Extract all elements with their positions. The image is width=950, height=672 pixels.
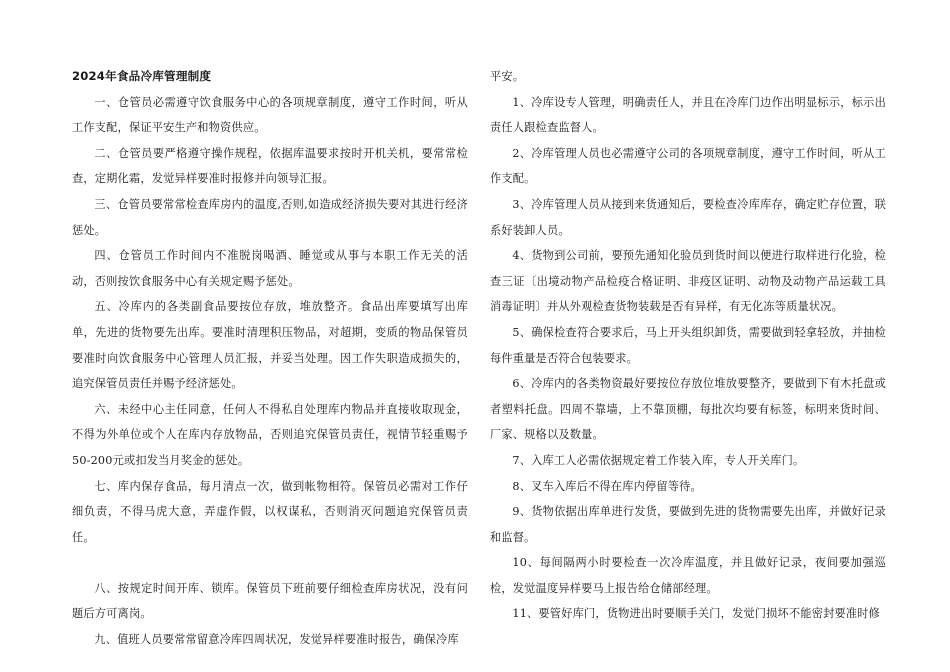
numbered-paragraph: 3、冷库管理人员从接到来货通知后，要检查冷库库存，确定贮存位置，联系好装卸人员。 (490, 197, 886, 237)
numbered-paragraph: 6、冷库内的各类物资最好要按位存放位堆放要整齐，要做到下有木托盘或者塑料托盘。四周不靠墙，上不靠顶棚，每批次均要有标签，标明来货时间、厂家、规格以及数量。 (490, 377, 886, 442)
rule-paragraph: 八、按规定时间开库、锁库。保管员下班前要仔细检查库房状况，没有问题后方可离岗。 (72, 581, 468, 621)
document-title: 2024年食品冷库管理制度 (72, 69, 212, 83)
numbered-paragraph: 5、确保检查符合要求后，马上开头组织卸货，需要做到轻拿轻放，并抽检每件重量是否符合包装要求。 (490, 325, 886, 365)
rule-paragraph: 一、仓管员必需遵守饮食服务中心的各项规章制度，遵守工作时间，听从工作支配，保证平安生产和物资供应。 (72, 95, 468, 135)
numbered-paragraph: 10、每间隔两小时要检查一次冷库温度，并且做好记录，夜间要加强巡检，发觉温度异样要马上报告给仓储部经理。 (490, 556, 886, 595)
rule-paragraph: 五、冷库内的各类副食品要按位存放，堆放整齐。食品出库要填写出库单，先进的货物要先出库。要准时清理积压物品，对超期，变质的物品保管员要准时向饮食服务中心管理人员汇报，并妥当处理。因工作失职造成损失的，追究保管员责任并赐予经济惩处。 (72, 300, 468, 391)
numbered-paragraph: 8、叉车入库后不得在库内停留等待。 (512, 479, 702, 493)
numbered-paragraph: 9、货物依据出库单进行发货，要做到先进的货物需要先出库，并做好记录和监督。 (490, 505, 886, 544)
rule-paragraph: 六、未经中心主任同意，任何人不得私自处理库内物品并直接收取现金，不得为外单位或个人在库内存放物品，否则追究保管员责任，视情节轻重赐予50-200元或扣发当月奖金的惩处。 (72, 402, 468, 467)
blank-line (72, 550, 468, 576)
numbered-paragraph: 11、要管好库门，货物进出时要顺手关门，发觉门损坏不能密封要准时修 (512, 607, 881, 621)
rule-paragraph: 四、仓管员工作时间内不准脱岗喝酒、睡觉或从事与本职工作无关的活动，否则按饮食服务中心有关规定赐予惩处。 (72, 249, 468, 288)
rule-paragraph: 三、仓管员要常常检查库房内的温度,否则,如造成经济损失要对其进行经济惩处。 (72, 197, 468, 237)
continued-text: 平安。 (490, 70, 525, 83)
rule-paragraph: 九、值班人员要常常留意冷库四周状况，发觉异样要准时报告，确保冷库 (94, 633, 459, 647)
numbered-paragraph: 4、货物到公司前，要预先通知化验员到货时间以便进行取样进行化验，检查三证〔出境动物产品检疫合格证明、非疫区证明、动物及动物产品运载工具消毒证明〕并从外观检查货物装载是否有异样，有无化冻等质量状况。 (490, 249, 886, 314)
rule-paragraph: 七、库内保存食品，每月清点一次，做到帐物相符。保管员必需对工作仔细负责，不得马虎大意，弄虚作假，以权谋私，否则消灭问题追究保管员责任。 (72, 479, 468, 544)
rule-paragraph: 二、仓管员要严格遵守操作规程，依据库温要求按时开机关机，要常常检查，定期化霜，发觉异样要准时报修并向领导汇报。 (72, 146, 468, 186)
numbered-paragraph: 2、冷库管理人员也必需遵守公司的各项规章制度，遵守工作时间，听从工作支配。 (490, 146, 886, 186)
right-column (490, 64, 886, 627)
numbered-paragraph: 7、入库工人必需依据规定着工作装入库，专人开关库门。 (512, 453, 805, 467)
numbered-paragraph: 1、冷库设专人管理，明确责任人，并且在冷库门边作出明显标示，标示出责任人跟检查监督人。 (490, 95, 886, 135)
left-column (72, 64, 468, 653)
